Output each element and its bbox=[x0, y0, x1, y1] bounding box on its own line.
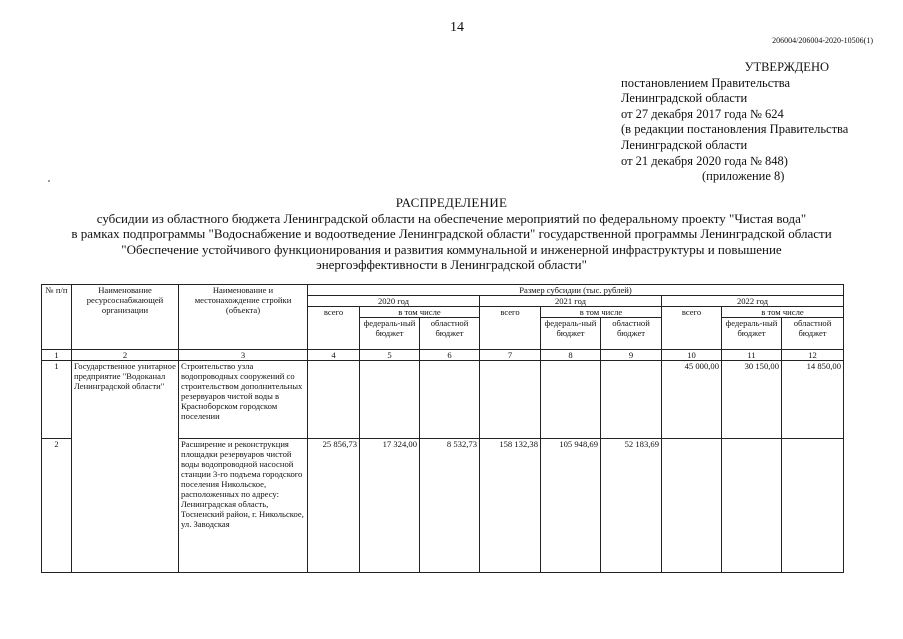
heading-line: энергоэффективности в Ленинградской области" bbox=[316, 257, 587, 272]
column-number: 4 bbox=[308, 350, 360, 361]
header-cell-including: в том числе bbox=[722, 307, 844, 318]
column-number: 2 bbox=[72, 350, 179, 361]
header-cell-federal: федераль-ный бюджет bbox=[541, 318, 601, 350]
value-2021-regional: 52 183,69 bbox=[601, 439, 662, 573]
column-number: 9 bbox=[601, 350, 662, 361]
heading-line: "Обеспечение устойчивого функционирования и развития коммунальной и инженерной инфраструктуры и повышение bbox=[121, 241, 782, 257]
header-cell-object: Наименование и местонахождение стройки (объекта) bbox=[179, 285, 308, 350]
column-number: 7 bbox=[480, 350, 541, 361]
value-2020-regional: 8 532,73 bbox=[420, 439, 480, 573]
header-cell-including: в том числе bbox=[541, 307, 662, 318]
value-2022-federal bbox=[722, 439, 782, 573]
header-cell-including: в том числе bbox=[360, 307, 480, 318]
value-2021-federal: 105 948,69 bbox=[541, 439, 601, 573]
value-2021-total bbox=[480, 361, 541, 439]
approval-block bbox=[621, 60, 848, 185]
table-row bbox=[42, 361, 844, 439]
value-2020-total: 25 856,73 bbox=[308, 439, 360, 573]
header-cell-regional: областной бюджет bbox=[420, 318, 480, 350]
column-number: 5 bbox=[360, 350, 420, 361]
approval-line: Ленинградской области bbox=[621, 137, 748, 152]
row-number: 1 bbox=[42, 361, 72, 439]
header-cell-total: всего bbox=[480, 307, 541, 350]
value-2020-regional bbox=[420, 361, 480, 439]
value-2022-total: 45 000,00 bbox=[662, 361, 722, 439]
column-number: 12 bbox=[782, 350, 844, 361]
header-cell-organization: Наименование ресурсоснабжающей организации bbox=[72, 285, 179, 350]
approval-line: (в редакции постановления Правительства bbox=[621, 122, 849, 137]
header-cell-total: всего bbox=[308, 307, 360, 350]
header-cell-total: всего bbox=[662, 307, 722, 350]
column-number: 1 bbox=[42, 350, 72, 361]
header-cell-number: № п/п bbox=[42, 285, 72, 350]
header-cell-federal: федераль-ный бюджет bbox=[360, 318, 420, 350]
header-cell-regional: областной бюджет bbox=[782, 318, 844, 350]
header-cell-subsidy-size: Размер субсидии (тыс. рублей) bbox=[308, 285, 844, 296]
scan-speck bbox=[48, 180, 50, 182]
column-number: 8 bbox=[541, 350, 601, 361]
row-number: 2 bbox=[42, 439, 72, 573]
approval-title: УТВЕРЖДЕНО bbox=[744, 60, 829, 74]
value-2022-regional bbox=[782, 439, 844, 573]
column-number: 6 bbox=[420, 350, 480, 361]
approval-line: от 21 декабря 2020 года № 848) bbox=[621, 153, 788, 168]
column-number: 10 bbox=[662, 350, 722, 361]
approval-line: постановлением Правительства bbox=[621, 75, 791, 90]
organization-name: Государственное унитарное предприятие "Водоканал Ленинградской области" bbox=[72, 361, 179, 573]
appendix-label: (приложение 8) bbox=[702, 169, 785, 184]
value-2020-federal: 17 324,00 bbox=[360, 439, 420, 573]
value-2021-total: 158 132,38 bbox=[480, 439, 541, 573]
value-2022-regional: 14 850,00 bbox=[782, 361, 844, 439]
column-number: 11 bbox=[722, 350, 782, 361]
column-number: 3 bbox=[179, 350, 308, 361]
header-cell-year: 2020 год bbox=[308, 296, 480, 307]
value-2020-total bbox=[308, 361, 360, 439]
approval-line: Ленинградской области bbox=[621, 91, 748, 106]
value-2022-total bbox=[662, 439, 722, 573]
header-cell-year: 2022 год bbox=[662, 296, 844, 307]
approval-line: от 27 декабря 2017 года № 624 bbox=[621, 106, 784, 121]
page-number: 14 bbox=[450, 20, 464, 35]
value-2020-federal bbox=[360, 361, 420, 439]
column-number-row bbox=[42, 350, 844, 361]
object-name: Строительство узла водопроводных сооружений со строительством дополнительных резервуаров чистой воды в Красноборском городском поселении bbox=[179, 361, 308, 439]
subsidy-table bbox=[41, 284, 844, 573]
header-cell-regional: областной бюджет bbox=[601, 318, 662, 350]
value-2021-federal bbox=[541, 361, 601, 439]
value-2021-regional bbox=[601, 361, 662, 439]
header-cell-year: 2021 год bbox=[480, 296, 662, 307]
document-id: 206004/206004-2020-10506(1) bbox=[772, 36, 873, 45]
heading-line: субсидии из областного бюджета Ленинградской области на обеспечение мероприятий по федеральному проекту "Чистая вода" bbox=[96, 210, 807, 226]
document-heading bbox=[0, 195, 903, 273]
heading-line: в рамках подпрограммы "Водоснабжение и водоотведение Ленинградской области" государственной программы Ленинградской области bbox=[71, 226, 832, 241]
value-2022-federal: 30 150,00 bbox=[722, 361, 782, 439]
object-name: Расширение и реконструкция площадки резервуаров чистой воды водопроводной насосной станции 3-го подъема городского поселения Никольское, расположенных по адресу: Ленинградская область, Тосненский район, г. Никольское, ул. Заводская bbox=[179, 439, 308, 573]
heading-title: РАСПРЕДЕЛЕНИЕ bbox=[395, 195, 508, 210]
header-cell-federal: федераль-ный бюджет bbox=[722, 318, 782, 350]
